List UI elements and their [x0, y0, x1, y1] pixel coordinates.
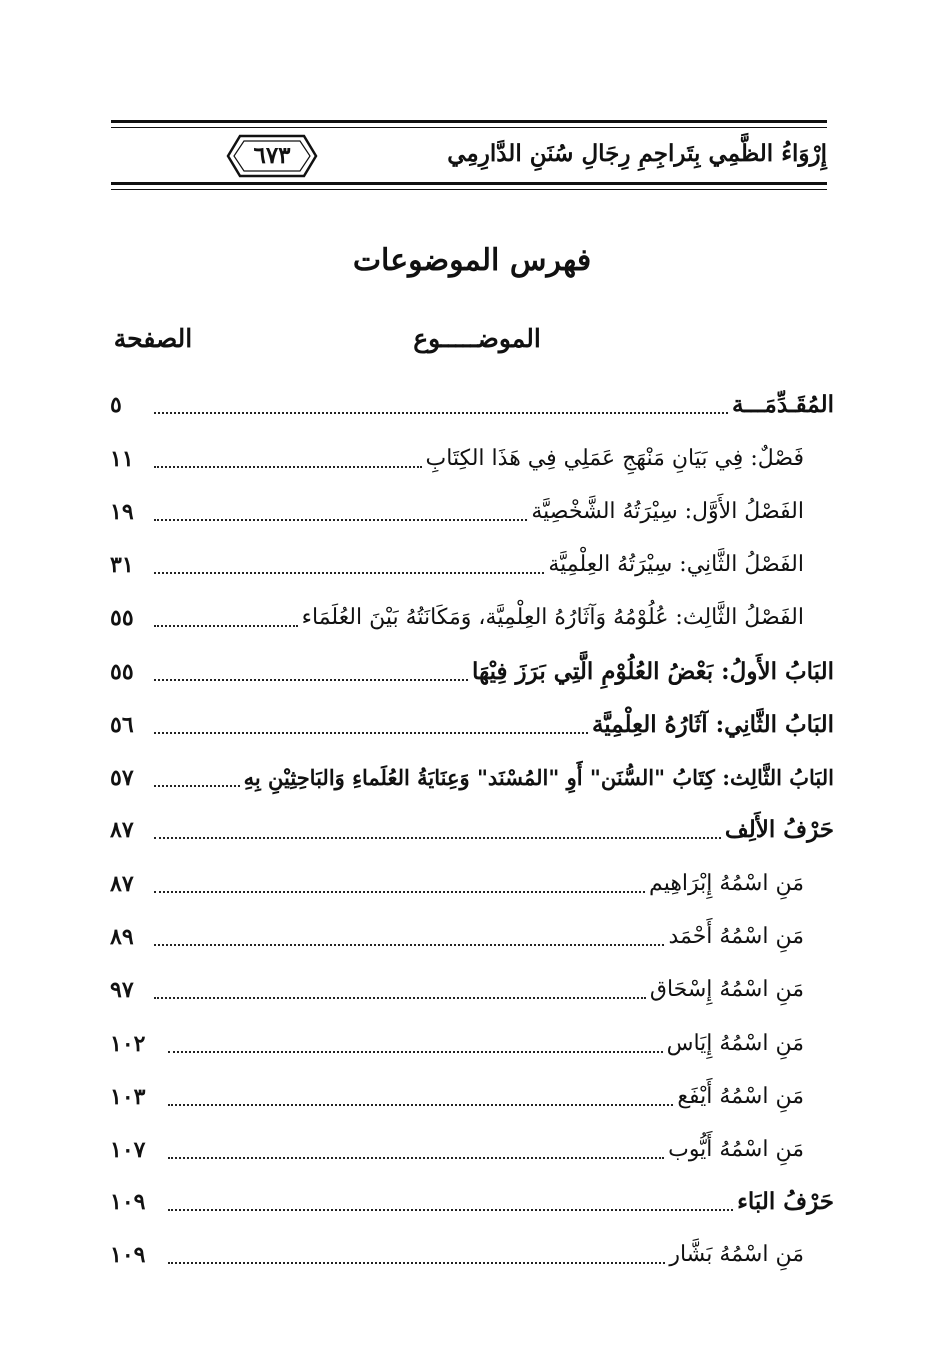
- toc-entry-page: ٣١: [110, 552, 134, 578]
- toc-entry-page: ٩٧: [110, 977, 134, 1003]
- toc-entry-page: ٨٧: [110, 817, 134, 843]
- toc-entry-page: ١١: [110, 446, 134, 472]
- toc-entry: [110, 808, 834, 848]
- toc-entry-page: ٥٧: [110, 765, 134, 791]
- dot-leader: [168, 1156, 664, 1159]
- toc-entry-page: ٨٩: [110, 924, 134, 950]
- dot-leader: [154, 678, 468, 681]
- dot-leader: [154, 996, 646, 999]
- toc-entry-label: البَابُ الثَّانِي: آثَارُهُ العِلْمِيَّة: [591, 711, 834, 738]
- toc-entry: [110, 596, 804, 636]
- toc-entry-label: مَنِ اسْمُهُ أَحْمَد: [668, 924, 804, 949]
- page-title: فهرس الموضوعات: [352, 243, 592, 278]
- toc-entry-page: ١٠٣: [110, 1084, 146, 1110]
- toc-entry: [110, 968, 804, 1008]
- dot-leader: [154, 943, 664, 946]
- toc-entry-label: مَنِ اسْمُهُ إِبْرَاهِيم: [649, 871, 804, 896]
- dot-leader: [154, 624, 298, 627]
- running-title: إِرْوَاءُ الظَّمِي بِتَراجِمِ رِجَالِ سُنَنِ الدَّارِمِي: [447, 140, 827, 167]
- dot-leader: [154, 836, 721, 839]
- toc-entry-label: البَابُ الثَّالِث: كِتَابُ "السُّنَن" أَوِ "المُسْنَد" وَعِنَايَةُ العُلَماءِ وَالبَاحِثِيْنِ بِهِ: [243, 765, 834, 790]
- toc-entry-page: ١٠٩: [110, 1242, 146, 1268]
- toc-entry: [110, 543, 804, 583]
- toc-entry: [110, 1233, 804, 1273]
- toc-entry-label: المُقَـدِّمَـــة: [731, 391, 834, 418]
- toc-entry-page: ٥٥: [110, 659, 134, 685]
- dot-leader: [168, 1103, 673, 1106]
- toc-entry-label: مَنِ اسْمُهُ بَشَّار: [669, 1242, 804, 1267]
- toc-entry: [110, 1128, 804, 1168]
- toc-entry-label: مَنِ اسْمُهُ أَيُّوب: [668, 1137, 804, 1162]
- toc-entry-page: ١٠٩: [110, 1189, 146, 1215]
- toc-entry-page: ١٠٢: [110, 1031, 146, 1057]
- dot-leader: [168, 1208, 733, 1211]
- toc-entry: [110, 383, 834, 423]
- toc-entry-label: فَصْلٌ: فِي بَيَانِ مَنْهَجِ عَمَلِي فِي هَذَا الكِتَابِ: [425, 446, 804, 471]
- toc-entry-label: حَرْفُ البَاء: [737, 1188, 834, 1215]
- toc-entry-label: مَنِ اسْمُهُ إِيَاس: [666, 1031, 804, 1056]
- dot-leader: [154, 465, 422, 468]
- dot-leader: [154, 518, 527, 521]
- toc-entry-label: مَنِ اسْمُهُ إِسْحَاق: [649, 977, 804, 1002]
- toc-entry: [110, 490, 804, 530]
- toc-entry: [110, 1180, 834, 1220]
- page-number: ٦٧٣: [253, 142, 291, 169]
- toc-entry: [110, 437, 804, 477]
- toc-entry-page: ١٩: [110, 499, 134, 525]
- toc-entry-label: البَابُ الأَولُ: بَعْضُ العُلُوْمِ الَّتِي بَرَزَ فِيْهَا: [471, 658, 834, 685]
- toc-entry-page: ٥٦: [110, 712, 134, 738]
- dot-leader: [168, 1261, 665, 1264]
- dot-leader: [154, 731, 588, 734]
- toc-entry-label: حَرْفُ الأَلِف: [724, 816, 834, 843]
- toc-entry: [110, 915, 804, 955]
- toc-entry: [110, 703, 834, 743]
- column-header-subject: الموضـــــوع: [413, 324, 541, 353]
- toc-entry: [110, 1022, 804, 1062]
- dot-leader: [168, 1050, 663, 1053]
- dot-leader: [154, 411, 728, 414]
- toc-entry-page: ١٠٧: [110, 1137, 146, 1163]
- toc-entry: [110, 756, 834, 796]
- column-header-page: الصفحة: [113, 324, 193, 353]
- dot-leader: [154, 890, 645, 893]
- toc-entry-label: مَنِ اسْمُهُ أَيْفَع: [677, 1084, 804, 1109]
- toc-entry: [110, 1075, 804, 1115]
- toc-entry-page: ٥: [110, 392, 122, 418]
- toc-entry: [110, 650, 834, 690]
- dot-leader: [154, 571, 544, 574]
- toc-entry-page: ٨٧: [110, 871, 134, 897]
- toc-entry-label: الفَصْلُ الأَوَّل: سِيْرَتُهُ الشَّخْصِيَّة: [531, 499, 804, 524]
- toc-entry-label: الفَصْلُ الثَّالِث: عُلُوْمُهُ وَآثَارُهُ العِلْمِيَّة، وَمَكَانَتُهُ بَيْنَ العُلَمَاء: [301, 605, 804, 630]
- toc-entry-page: ٥٥: [110, 605, 134, 631]
- toc-entry: [110, 862, 804, 902]
- dot-leader: [154, 784, 240, 787]
- toc-entry-label: الفَصْلُ الثَّانِي: سِيْرَتُهُ العِلْمِيَّة: [548, 552, 804, 577]
